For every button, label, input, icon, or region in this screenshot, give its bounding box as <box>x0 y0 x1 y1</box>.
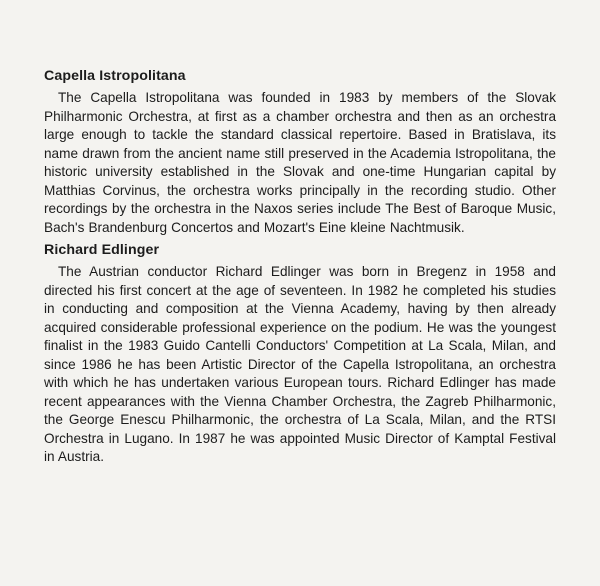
section-heading: Richard Edlinger <box>44 242 160 258</box>
section-capella-istropolitana <box>44 67 556 237</box>
section-body: The Austrian conductor Richard Edlinger was born in Bregenz in 1958 and directed his first concert at the age of seventeen. In 1982 he completed his studies in conducting and composition at the Vienna Academy, having by then already acquired considerable professional experience on the podium. He was the youngest finalist in the 1983 Guido Cantelli Conductors' Competition at La Scala, Milan, and since 1986 he has been Artistic Director of the Capella Istropolitana, an orchestra with which he has undertaken various European tours. Richard Edlinger has made recent appearances with the Vienna Chamber Orchestra, the Zagreb Philharmonic, the George Enescu Philharmonic, the orchestra of La Scala, Milan, and the RTSI Orchestra in Lugano. In 1987 he was appointed Music Director of Kamptal Festival in Austria. <box>44 264 556 464</box>
section-richard-edlinger <box>44 241 556 467</box>
section-body: The Capella Istropolitana was founded in 1983 by members of the Slovak Philharmonic Orchestra, at first as a chamber orchestra and then as an orchestra large enough to tackle the standard classical repertoire. Based in Bratislava, its name drawn from the ancient name still preserved in the Academia Istropolitana, the historic university established in the Slovak and one-time Hungarian capital by Matthias Corvinus, the orchestra works principally in the recording studio. Other recordings by the orchestra in the Naxos series include The Best of Baroque Music, Bach's Brandenburg Concertos and Mozart's Eine kleine Nachtmusik. <box>44 90 556 235</box>
section-heading: Capella Istropolitana <box>44 68 186 84</box>
